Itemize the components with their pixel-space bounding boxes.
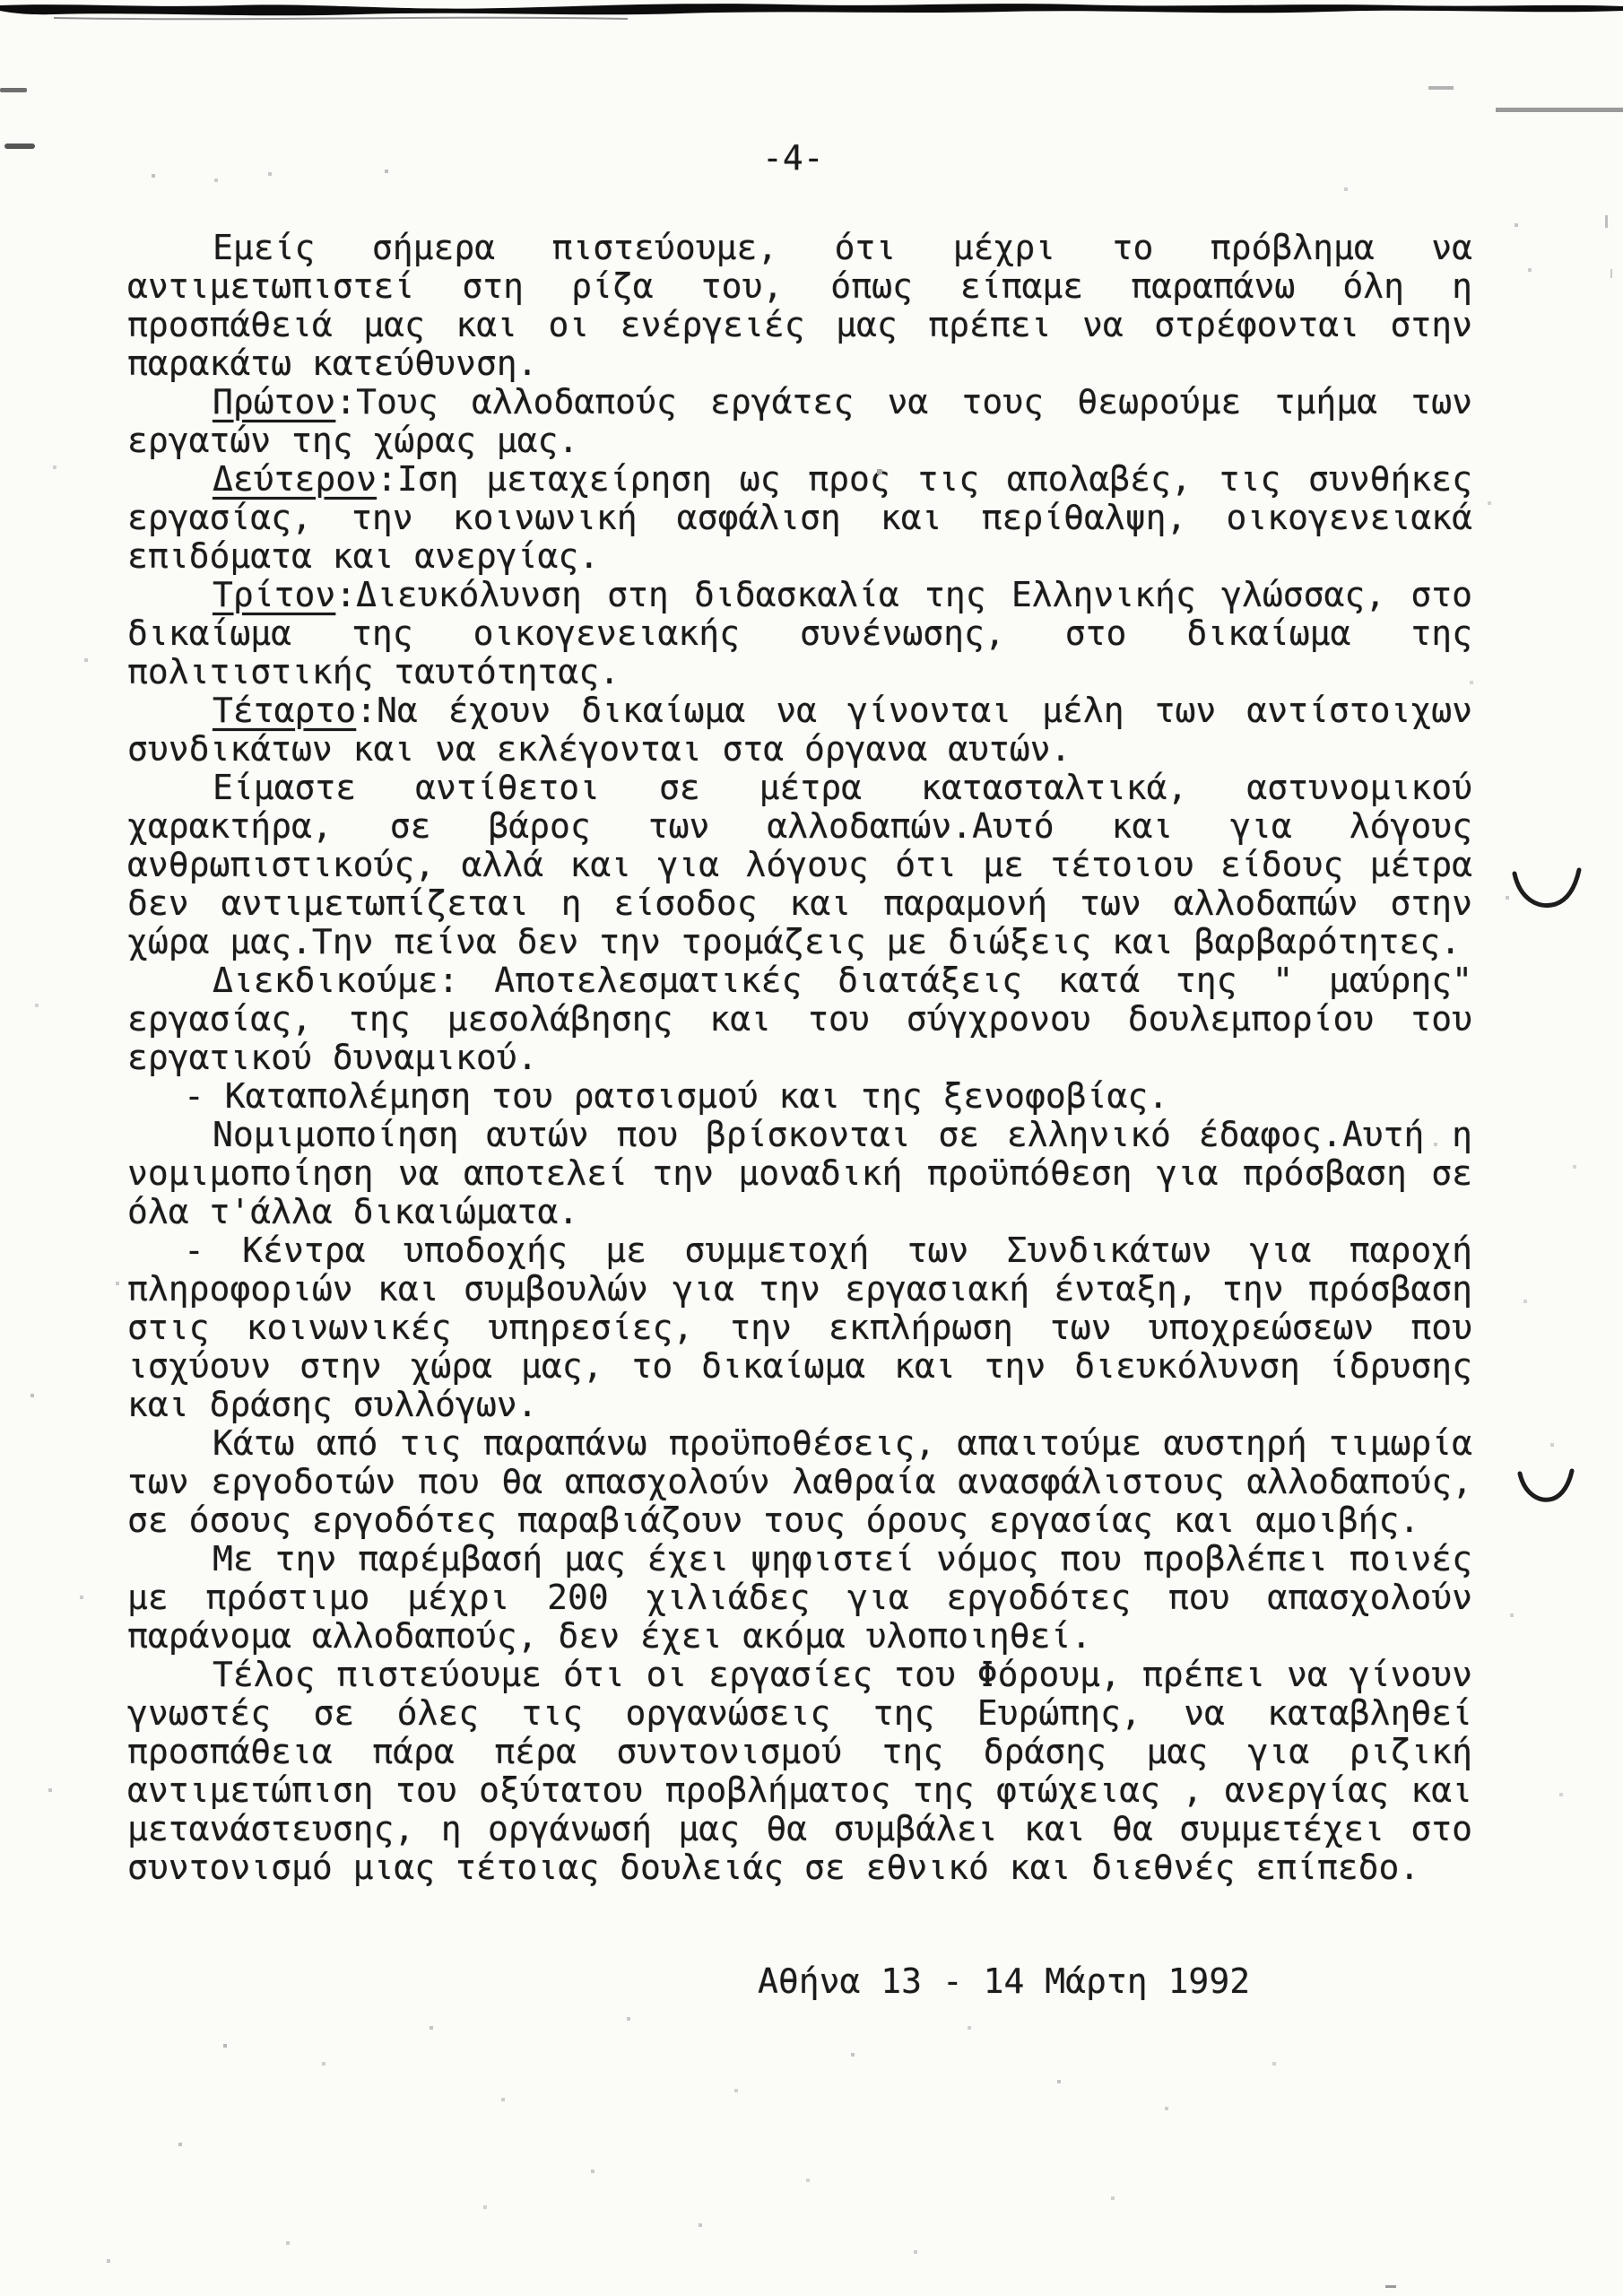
- text-line: συντονισμό μιας τέτοιας δουλειάς σε εθνικό και διεθνές επίπεδο.: [127, 1848, 1420, 1887]
- text-line: αντιμετωπιστεί στη ρίζα του, όπως είπαμε παραπάνω όλη η: [127, 266, 1472, 306]
- text-line: Τέλος πιστεύουμε ότι οι εργασίες του Φόρουμ, πρέπει να γίνουν: [213, 1655, 1472, 1694]
- text-line: ισχύουν στην χώρα μας, το δικαίωμα και την διευκόλυνση ίδρυσης: [127, 1346, 1472, 1386]
- text-line: - Κέντρα υποδοχής με συμμετοχή των Συνδικάτων για παροχή: [184, 1231, 1472, 1270]
- text-line: νομιμοποίηση να αποτελεί την μοναδική προϋπόθεση για πρόσβαση σε: [127, 1153, 1472, 1193]
- text-line: επιδόματα και ανεργίας.: [127, 536, 600, 576]
- top-right-dash-mark: [1428, 86, 1454, 90]
- underlined-term: Δεύτερον: [213, 459, 378, 499]
- left-margin-smudge-mark: [4, 144, 35, 149]
- text-line: Νομιμοποίηση αυτών που βρίσκονται σε ελληνικό έδαφος.Αυτή η: [213, 1115, 1472, 1154]
- text-line: μετανάστευσης, η οργάνωσή μας θα συμβάλει και θα συμμετέχει στο: [127, 1809, 1472, 1848]
- text-line: συνδικάτων και να εκλέγονται στα όργανα αυτών.: [127, 729, 1072, 769]
- underlined-term: Τρίτον: [213, 575, 336, 614]
- text-line: παράνομα αλλοδαπούς, δεν έχει ακόμα υλοποιηθεί.: [127, 1616, 1092, 1656]
- text-line: χώρα μας.Την πείνα δεν την τρομάζεις με διώξεις και βαρβαρότητες.: [127, 922, 1462, 961]
- text-line: πολιτιστικής ταυτότητας.: [127, 652, 621, 691]
- text-line: δεν αντιμετωπίζεται η είσοδος και παραμονή των αλλοδαπών στην: [127, 883, 1472, 923]
- text-line: Τέταρτο:Να έχουν δικαίωμα να γίνονται μέλη των αντίστοιχων: [213, 691, 1472, 730]
- text-line: εργασίας, της μεσολάβησης και του σύγχρονου δουλεμπορίου του: [127, 999, 1472, 1039]
- bottom-right-dash-mark: [1385, 2285, 1396, 2288]
- page-number: -4-: [762, 138, 824, 178]
- text-line: Διεκδικούμε: Αποτελεσματικές διατάξεις κατά της " μαύρης": [213, 961, 1472, 1000]
- text-line: Πρώτον:Τους αλλοδαπούς εργάτες να τους θεωρούμε τμήμα των: [213, 382, 1472, 422]
- text-line: χαρακτήρα, σε βάρος των αλλοδαπών.Αυτό και για λόγους: [127, 806, 1472, 846]
- text-line: όλα τ'άλλα δικαιώματα.: [127, 1192, 579, 1231]
- text-line: Εμείς σήμερα πιστεύουμε, ότι μέχρι το πρόβλημα να: [213, 228, 1472, 267]
- text-line: - Καταπολέμηση του ρατσισμού και της ξενοφοβίας.: [184, 1076, 1169, 1116]
- text-line: προσπάθειά μας και οι ενέργειές μας πρέπει να στρέφονται στην: [127, 305, 1472, 344]
- text-line: εργατών της χώρας μας.: [127, 421, 579, 460]
- text-line: πληροφοριών και συμβουλών για την εργασιακή ένταξη, την πρόσβαση: [127, 1269, 1472, 1309]
- body-text: [127, 229, 1472, 1887]
- text-line: Με την παρέμβασή μας έχει ψηφιστεί νόμος που προβλέπει ποινές: [213, 1539, 1472, 1578]
- text-line: εργατικού δυναμικού.: [127, 1038, 538, 1077]
- scan-artifact-top-band: [0, 0, 1623, 27]
- underlined-term: Πρώτον: [213, 382, 336, 422]
- text-line: Δεύτερον:Ιση μεταχείρηση ως προς τις απολαβές, τις συνθήκες: [213, 459, 1472, 499]
- text-line: δικαίωμα της οικογενειακής συνένωσης, στο δικαίωμα της: [127, 613, 1472, 653]
- text-line: των εργοδοτών που θα απασχολούν λαθραία ανασφάλιστους αλλοδαπούς,: [127, 1462, 1472, 1501]
- text-line: Τρίτον:Διευκόλυνση στη διδασκαλία της Ελληνικής γλώσσας, στο: [213, 575, 1472, 614]
- text-line: προσπάθεια πάρα πέρα συντονισμού της δράσης μας για ριζική: [127, 1732, 1472, 1771]
- text-line: σε όσους εργοδότες παραβιάζουν τους όρους εργασίας και αμοιβής.: [127, 1500, 1420, 1540]
- text-line: αντιμετώπιση του οξύτατου προβλήματος της φτώχειας , ανεργίας και: [127, 1770, 1472, 1810]
- underlined-term: Τέταρτο: [213, 691, 357, 730]
- text-line: με πρόστιμο μέχρι 200 χιλιάδες για εργοδότες που απασχολούν: [127, 1578, 1472, 1617]
- text-line: και δράσης συλλόγων.: [127, 1385, 538, 1424]
- date-line: Αθήνα 13 - 14 Μάρτη 1992: [758, 1961, 1251, 2001]
- left-margin-dash-mark: [0, 88, 27, 92]
- right-edge-tick-mark: [1605, 215, 1608, 228]
- text-line: Είμαστε αντίθετοι σε μέτρα κατασταλτικά, αστυνομικού: [213, 768, 1472, 807]
- top-right-line-mark: [1496, 108, 1623, 112]
- handwritten-check-mark: [1517, 1467, 1575, 1505]
- right-edge-tick-mark: [1610, 269, 1612, 278]
- scan-noise: [0, 0, 2, 2]
- text-line: παρακάτω κατεύθυνση.: [127, 344, 538, 383]
- text-line: εργασίας, την κοινωνική ασφάλιση και περίθαλψη, οικογενειακά: [127, 498, 1472, 537]
- text-line: ανθρωπιστικούς, αλλά και για λόγους ότι με τέτοιου είδους μέτρα: [127, 845, 1472, 884]
- text-line: στις κοινωνικές υπηρεσίες, την εκπλήρωση των υποχρεώσεων που: [127, 1308, 1472, 1347]
- handwritten-check-mark: [1511, 866, 1583, 911]
- text-line: Κάτω από τις παραπάνω προϋποθέσεις, απαιτούμε αυστηρή τιμωρία: [213, 1423, 1472, 1463]
- text-line: γνωστές σε όλες τις οργανώσεις της Ευρώπης, να καταβληθεί: [127, 1693, 1472, 1733]
